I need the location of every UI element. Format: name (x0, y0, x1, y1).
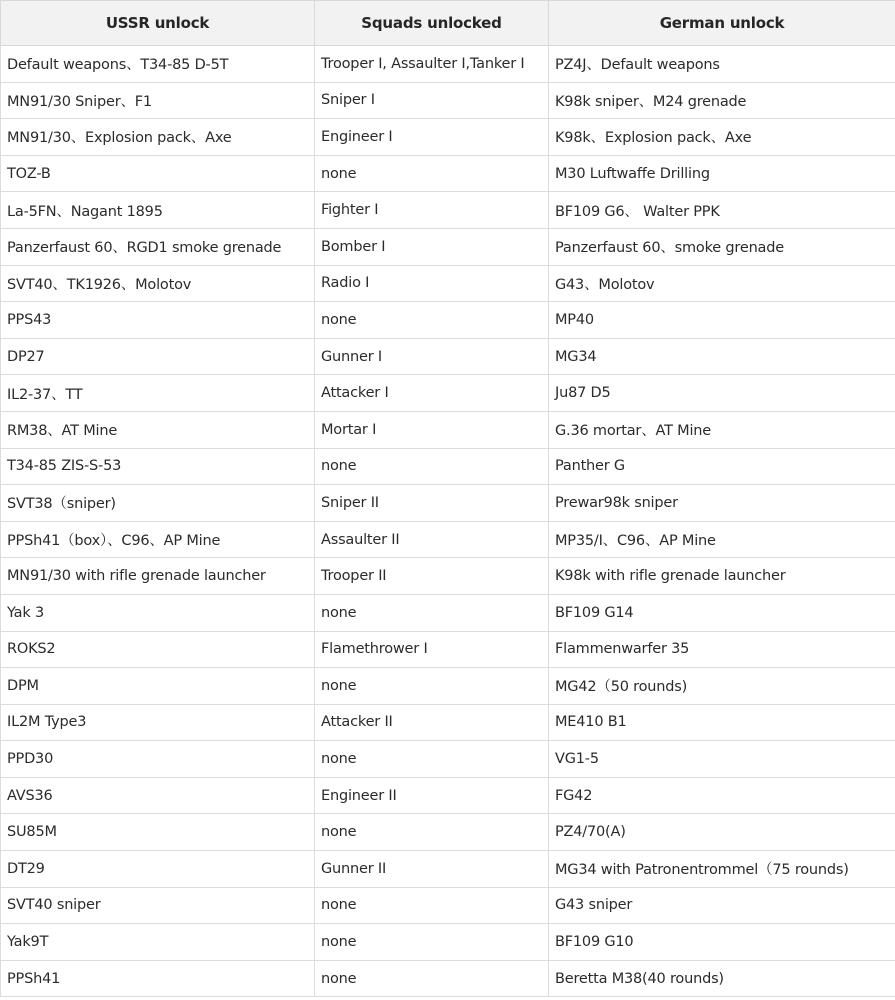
table-row (1, 119, 895, 156)
squads-unlocked-cell: Attacker II (315, 704, 549, 741)
ussr-unlock-cell: PPD30 (1, 741, 315, 778)
german-unlock-cell: Beretta M38(40 rounds) (549, 960, 895, 997)
squads-unlocked-cell: none (315, 741, 549, 778)
german-unlock-cell: G43、Molotov (549, 265, 895, 302)
header-ussr-unlock: USSR unlock (1, 1, 315, 46)
squads-unlocked-cell: Engineer II (315, 777, 549, 814)
squads-unlocked-cell: Sniper I (315, 82, 549, 119)
squads-unlocked-cell: Trooper I, Assaulter I,Tanker I (315, 46, 549, 83)
squads-unlocked-cell: Trooper II (315, 558, 549, 595)
table-row (1, 777, 895, 814)
german-unlock-cell: Panzerfaust 60、smoke grenade (549, 228, 895, 265)
german-unlock-cell: MG42（50 rounds) (549, 668, 895, 705)
table-row (1, 631, 895, 668)
ussr-unlock-cell: Panzerfaust 60、RGD1 smoke grenade (1, 228, 315, 265)
german-unlock-cell: Ju87 D5 (549, 375, 895, 412)
squads-unlocked-cell: none (315, 924, 549, 961)
ussr-unlock-cell: MN91/30、Explosion pack、Axe (1, 119, 315, 156)
header-row (1, 1, 895, 46)
table-row (1, 594, 895, 631)
table-row (1, 192, 895, 229)
german-unlock-cell: M30 Luftwaffe Drilling (549, 155, 895, 192)
german-unlock-cell: BF109 G10 (549, 924, 895, 961)
table-row (1, 411, 895, 448)
squads-unlocked-cell: Bomber I (315, 228, 549, 265)
table-row (1, 82, 895, 119)
german-unlock-cell: K98k sniper、M24 grenade (549, 82, 895, 119)
table-row (1, 265, 895, 302)
ussr-unlock-cell: IL2M Type3 (1, 704, 315, 741)
squads-unlocked-cell: Gunner I (315, 338, 549, 375)
squads-unlocked-cell: none (315, 960, 549, 997)
squads-unlocked-cell: none (315, 155, 549, 192)
table-body (1, 46, 895, 997)
ussr-unlock-cell: AVS36 (1, 777, 315, 814)
table-row (1, 741, 895, 778)
ussr-unlock-cell: SU85M (1, 814, 315, 851)
german-unlock-cell: MP40 (549, 302, 895, 339)
german-unlock-cell: MG34 with Patronentrommel（75 rounds) (549, 851, 895, 888)
german-unlock-cell: Prewar98k sniper (549, 485, 895, 522)
german-unlock-cell: PZ4/70(A) (549, 814, 895, 851)
german-unlock-cell: MP35/I、C96、AP Mine (549, 521, 895, 558)
squads-unlocked-cell: Mortar I (315, 411, 549, 448)
german-unlock-cell: BF109 G6、 Walter PPK (549, 192, 895, 229)
ussr-unlock-cell: TOZ-B (1, 155, 315, 192)
squads-unlocked-cell: none (315, 594, 549, 631)
squads-unlocked-cell: Sniper II (315, 485, 549, 522)
table-row (1, 338, 895, 375)
ussr-unlock-cell: SVT38（sniper) (1, 485, 315, 522)
german-unlock-cell: K98k、Explosion pack、Axe (549, 119, 895, 156)
german-unlock-cell: PZ4J、Default weapons (549, 46, 895, 83)
table-row (1, 924, 895, 961)
squads-unlocked-cell: Engineer I (315, 119, 549, 156)
table-row (1, 887, 895, 924)
ussr-unlock-cell: La-5FN、Nagant 1895 (1, 192, 315, 229)
squads-unlocked-cell: none (315, 814, 549, 851)
table-row (1, 485, 895, 522)
table-row (1, 960, 895, 997)
ussr-unlock-cell: RM38、AT Mine (1, 411, 315, 448)
ussr-unlock-cell: IL2-37、TT (1, 375, 315, 412)
ussr-unlock-cell: Default weapons、T34-85 D-5T (1, 46, 315, 83)
ussr-unlock-cell: Yak 3 (1, 594, 315, 631)
squads-unlocked-cell: none (315, 302, 549, 339)
squads-unlocked-cell: Attacker I (315, 375, 549, 412)
header-squads-unlocked: Squads unlocked (315, 1, 549, 46)
squads-unlocked-cell: none (315, 448, 549, 485)
squads-unlocked-cell: Gunner II (315, 851, 549, 888)
table-row (1, 521, 895, 558)
squads-unlocked-cell: none (315, 887, 549, 924)
ussr-unlock-cell: MN91/30 Sniper、F1 (1, 82, 315, 119)
table-row (1, 448, 895, 485)
header-german-unlock: German unlock (549, 1, 895, 46)
german-unlock-cell: G.36 mortar、AT Mine (549, 411, 895, 448)
squads-unlocked-cell: Radio I (315, 265, 549, 302)
table-row (1, 375, 895, 412)
table-row (1, 155, 895, 192)
table-row (1, 851, 895, 888)
ussr-unlock-cell: MN91/30 with rifle grenade launcher (1, 558, 315, 595)
table-row (1, 46, 895, 83)
ussr-unlock-cell: SVT40 sniper (1, 887, 315, 924)
squads-unlocked-cell: Flamethrower I (315, 631, 549, 668)
ussr-unlock-cell: Yak9T (1, 924, 315, 961)
ussr-unlock-cell: ROKS2 (1, 631, 315, 668)
german-unlock-cell: ME410 B1 (549, 704, 895, 741)
ussr-unlock-cell: SVT40、TK1926、Molotov (1, 265, 315, 302)
german-unlock-cell: VG1-5 (549, 741, 895, 778)
squads-unlocked-cell: Assaulter II (315, 521, 549, 558)
ussr-unlock-cell: PPS43 (1, 302, 315, 339)
table-row (1, 814, 895, 851)
ussr-unlock-cell: T34-85 ZIS-S-53 (1, 448, 315, 485)
german-unlock-cell: G43 sniper (549, 887, 895, 924)
ussr-unlock-cell: DPM (1, 668, 315, 705)
german-unlock-cell: Panther G (549, 448, 895, 485)
ussr-unlock-cell: PPSh41（box）、C96、AP Mine (1, 521, 315, 558)
german-unlock-cell: MG34 (549, 338, 895, 375)
ussr-unlock-cell: PPSh41 (1, 960, 315, 997)
german-unlock-cell: BF109 G14 (549, 594, 895, 631)
table-row (1, 668, 895, 705)
table-row (1, 228, 895, 265)
table-header (1, 1, 895, 46)
squads-unlocked-cell: none (315, 668, 549, 705)
german-unlock-cell: FG42 (549, 777, 895, 814)
table-row (1, 302, 895, 339)
table-row (1, 704, 895, 741)
german-unlock-cell: Flammenwarfer 35 (549, 631, 895, 668)
ussr-unlock-cell: DT29 (1, 851, 315, 888)
squads-unlocked-cell: Fighter I (315, 192, 549, 229)
ussr-unlock-cell: DP27 (1, 338, 315, 375)
table-row (1, 558, 895, 595)
german-unlock-cell: K98k with rifle grenade launcher (549, 558, 895, 595)
